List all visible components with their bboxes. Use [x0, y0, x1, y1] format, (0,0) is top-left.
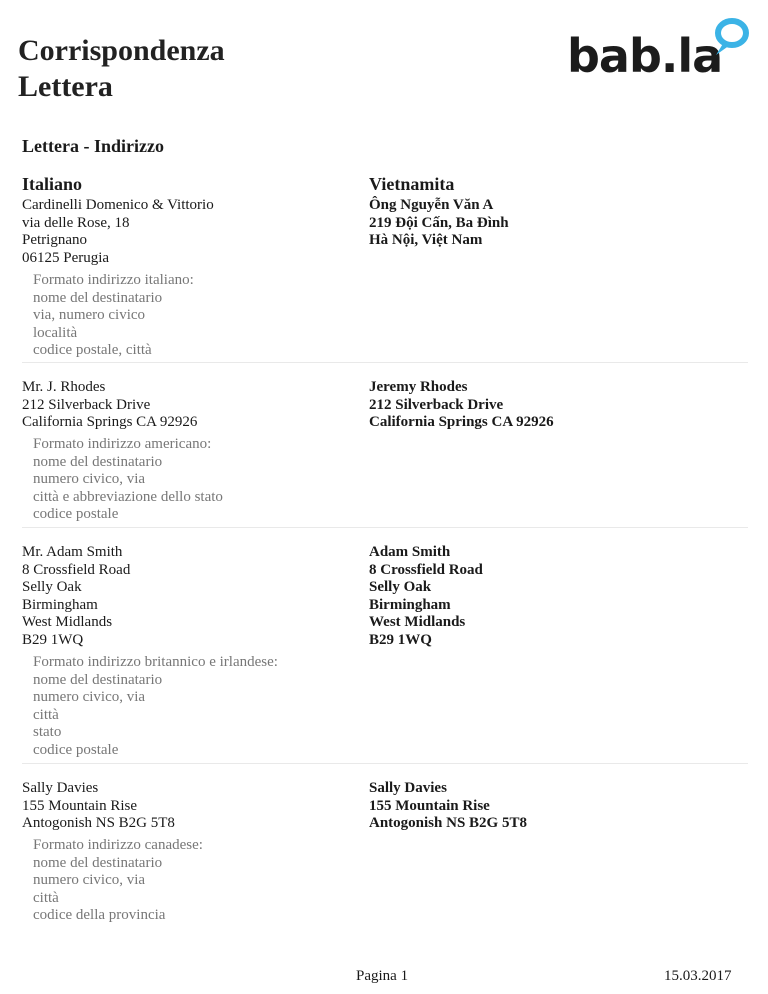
format-line: numero civico, via	[33, 471, 146, 488]
address-line: Birmingham	[22, 596, 98, 613]
address-line: 212 Silverback Drive	[22, 396, 151, 413]
title-line-2: Lettera	[18, 70, 113, 103]
page-title	[18, 33, 225, 105]
address-line: 212 Silverback Drive	[369, 396, 504, 413]
divider	[22, 527, 748, 528]
address-line: Sally Davies	[22, 780, 99, 796]
source-address	[22, 544, 130, 650]
speech-bubble-icon	[716, 21, 746, 55]
address-line: Birmingham	[369, 596, 451, 613]
format-line: Formato indirizzo canadese:	[33, 837, 203, 853]
column-header-italiano: Italiano	[22, 174, 83, 194]
format-line: numero civico, via	[33, 689, 146, 706]
title-line-1: Corrispondenza	[18, 34, 225, 67]
format-line: via, numero civico	[33, 307, 146, 324]
address-line: Jeremy Rhodes	[369, 379, 468, 395]
address-line: Antogonish NS B2G 5T8	[369, 815, 527, 832]
address-line: California Springs CA 92926	[369, 414, 554, 431]
address-line: Petrignano	[22, 232, 87, 249]
address-line: 219 Đội Cấn, Ba Đình	[369, 214, 509, 231]
format-line: nome del destinatario	[33, 453, 163, 470]
format-line: codice della provincia	[33, 907, 166, 924]
address-line: B29 1WQ	[22, 631, 84, 648]
logo-text: bab.la	[567, 29, 723, 80]
address-line: Adam Smith	[369, 544, 451, 560]
format-line: Formato indirizzo americano:	[33, 436, 212, 452]
format-note	[33, 272, 194, 360]
source-address	[22, 379, 197, 432]
divider	[22, 763, 748, 764]
address-line: Sally Davies	[369, 780, 447, 796]
format-line: Formato indirizzo italiano:	[33, 272, 194, 288]
target-address	[369, 379, 554, 432]
format-line: città e abbreviazione dello stato	[33, 488, 223, 505]
address-line: Antogonish NS B2G 5T8	[22, 815, 175, 832]
address-line: 155 Mountain Rise	[369, 797, 490, 814]
format-line: codice postale	[33, 741, 119, 758]
document-date: 15.03.2017	[664, 968, 732, 984]
format-line: codice postale	[33, 506, 119, 523]
target-address	[369, 544, 483, 650]
format-line: numero civico, via	[33, 872, 146, 889]
format-line: città	[33, 706, 59, 723]
format-line: stato	[33, 724, 62, 741]
format-line: nome del destinatario	[33, 289, 163, 306]
address-line: Mr. J. Rhodes	[22, 379, 106, 395]
format-line: città	[33, 889, 59, 906]
address-line: California Springs CA 92926	[22, 414, 198, 431]
format-note	[33, 837, 203, 925]
target-address	[369, 197, 509, 250]
bab-la-logo	[566, 14, 754, 80]
address-line: Selly Oak	[369, 579, 432, 596]
section-title: Lettera - Indirizzo	[22, 136, 164, 156]
format-line: nome del destinatario	[33, 854, 163, 871]
target-address	[369, 780, 527, 833]
address-line: Cardinelli Domenico & Vittorio	[22, 197, 214, 213]
address-line: Mr. Adam Smith	[22, 544, 123, 560]
page-number: Pagina 1	[356, 968, 409, 984]
format-line: Formato indirizzo britannico e irlandese:	[33, 654, 278, 670]
column-header-vietnamita: Vietnamita	[369, 174, 455, 194]
divider	[22, 362, 748, 363]
source-address	[22, 197, 214, 267]
address-line: 8 Crossfield Road	[369, 561, 483, 578]
format-line: codice postale, città	[33, 342, 152, 359]
address-line: Ông Nguyễn Văn A	[369, 197, 494, 213]
source-address	[22, 780, 175, 833]
address-line: via delle Rose, 18	[22, 214, 130, 231]
format-line: località	[33, 324, 78, 341]
format-line: nome del destinatario	[33, 671, 163, 688]
address-line: 155 Mountain Rise	[22, 797, 137, 814]
format-note	[33, 654, 278, 760]
address-line: 8 Crossfield Road	[22, 561, 131, 578]
format-note	[33, 436, 223, 524]
address-line: West Midlands	[369, 614, 466, 631]
address-line: 06125 Perugia	[22, 249, 110, 266]
address-line: West Midlands	[22, 614, 113, 631]
address-line: Hà Nội, Việt Nam	[369, 232, 483, 249]
address-line: Selly Oak	[22, 579, 82, 596]
address-line: B29 1WQ	[369, 631, 432, 648]
